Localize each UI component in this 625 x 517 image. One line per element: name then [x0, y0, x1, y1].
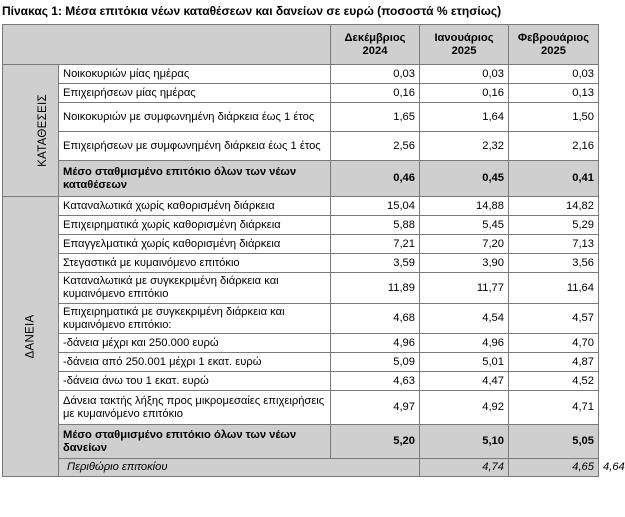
- table-row: [3, 334, 599, 353]
- column-header: [509, 25, 599, 65]
- header-corner: [3, 25, 331, 65]
- table-title: Πίνακας 1: Μέσα επιτόκια νέων καταθέσεων και δανείων σε ευρώ (ποσοστά % ετησίως): [2, 4, 502, 18]
- loans-total-row: [3, 425, 599, 459]
- cell-value: 2,16: [509, 132, 599, 161]
- cell-value: 4,70: [509, 334, 599, 353]
- row-label: Περιθώριο επιτοκίου: [59, 459, 420, 477]
- cell-value: 0,45: [420, 161, 509, 197]
- cell-value: 4,54: [420, 304, 509, 334]
- table-row: [3, 216, 599, 235]
- deposits-total-row: [3, 161, 599, 197]
- cell-value: 4,63: [331, 372, 420, 391]
- loans-side-text: ΔΑΝΕΙΑ: [24, 314, 36, 359]
- row-label: -δάνεια άνω του 1 εκατ. ευρώ: [59, 372, 331, 391]
- cell-value: 4,96: [420, 334, 509, 353]
- cell-value: 0,03: [331, 65, 420, 84]
- deposits-side-label: [3, 65, 59, 197]
- deposits-side-text: ΚΑΤΑΘΕΣΕΙΣ: [36, 94, 49, 167]
- cell-value: 1,64: [420, 103, 509, 132]
- row-label: Επιχειρηματικά με συγκεκριμένη διάρκεια και κυμαινόμενο επιτόκιο:: [59, 304, 331, 334]
- cell-value: 0,16: [331, 84, 420, 103]
- cell-value: 5,20: [331, 425, 420, 459]
- cell-value: 0,03: [509, 65, 599, 84]
- cell-value: 4,74: [420, 459, 509, 477]
- cell-value: 14,88: [420, 197, 509, 216]
- cell-value: 0,13: [509, 84, 599, 103]
- cell-value: 0,16: [420, 84, 509, 103]
- cell-value: 3,59: [331, 254, 420, 273]
- cell-value: 4,65: [509, 459, 599, 477]
- header-row: [3, 25, 599, 65]
- column-header-month: Φεβρουάριος: [517, 31, 590, 44]
- interest-margin-row: Περιθώριο επιτοκίου 4,74 4,65 4,64: [3, 459, 599, 477]
- cell-value: 15,04: [331, 197, 420, 216]
- cell-value: 11,64: [509, 273, 599, 304]
- row-label: Επαγγελματικά χωρίς καθορισμένη διάρκεια: [59, 235, 331, 254]
- table-row: [3, 197, 599, 216]
- cell-value: 5,29: [509, 216, 599, 235]
- column-header: [331, 25, 420, 65]
- row-label: Δάνεια τακτής λήξης προς μικρομεσαίες επιχειρήσεις με κυμαινόμενο επιτόκιο: [59, 391, 331, 425]
- cell-value: 2,56: [331, 132, 420, 161]
- table-row: [3, 353, 599, 372]
- column-header-year: 2025: [541, 44, 566, 57]
- column-header-month: Δεκέμβριος: [344, 31, 406, 44]
- cell-value: 4,92: [420, 391, 509, 425]
- cell-value: 4,47: [420, 372, 509, 391]
- row-label: Καταναλωτικά με συγκεκριμένη διάρκεια και κυμαινόμενο επιτόκιο: [59, 273, 331, 304]
- column-header-year: 2025: [451, 44, 477, 57]
- row-label: Επιχειρήσεων με συμφωνημένη διάρκεια έως 1 έτος: [59, 132, 331, 161]
- cell-value: 1,65: [331, 103, 420, 132]
- cell-value: 4,97: [331, 391, 420, 425]
- cell-value: 3,56: [509, 254, 599, 273]
- cell-value: 14,82: [509, 197, 599, 216]
- row-label: Μέσο σταθμισμένο επιτόκιο όλων των νέων δανείων: [59, 425, 331, 459]
- loans-side-label: [3, 197, 59, 477]
- cell-value: 11,77: [420, 273, 509, 304]
- cell-value: 5,01: [420, 353, 509, 372]
- cell-value: 4,71: [509, 391, 599, 425]
- table-row: [3, 132, 599, 161]
- cell-value: 1,50: [509, 103, 599, 132]
- table-row: [3, 391, 599, 425]
- table-row: [3, 304, 599, 334]
- cell-value: 0,41: [509, 161, 599, 197]
- cell-value: 11,89: [331, 273, 420, 304]
- cell-value: 4,87: [509, 353, 599, 372]
- row-label: Επιχειρήσεων μίας ημέρας: [59, 84, 331, 103]
- cell-value: 4,57: [509, 304, 599, 334]
- cell-value: 0,03: [420, 65, 509, 84]
- row-label: -δάνεια μέχρι και 250.000 ευρώ: [59, 334, 331, 353]
- table-row: [3, 103, 599, 132]
- cell-value: 0,46: [331, 161, 420, 197]
- column-header-month: Ιανουάριος: [434, 31, 494, 44]
- column-header: [420, 25, 509, 65]
- interest-rates-table: [2, 24, 625, 477]
- cell-value: 3,90: [420, 254, 509, 273]
- cell-value: 5,05: [509, 425, 599, 459]
- row-label: Νοικοκυριών με συμφωνημένη διάρκεια έως 1 έτος: [59, 103, 331, 132]
- column-header-year: 2024: [362, 44, 388, 57]
- row-label: Μέσο σταθμισμένο επιτόκιο όλων των νέων καταθέσεων: [59, 161, 331, 197]
- table-row: [3, 65, 599, 84]
- row-label: Επιχειρηματικά χωρίς καθορισμένη διάρκεια: [59, 216, 331, 235]
- table-row: [3, 235, 599, 254]
- cell-value: 7,13: [509, 235, 599, 254]
- row-label: Στεγαστικά με κυμαινόμενο επιτόκιο: [59, 254, 331, 273]
- cell-value: 7,20: [420, 235, 509, 254]
- cell-value: 5,88: [331, 216, 420, 235]
- row-label: Νοικοκυριών μίας ημέρας: [59, 65, 331, 84]
- cell-value: 5,09: [331, 353, 420, 372]
- cell-value: 7,21: [331, 235, 420, 254]
- cell-value: 5,45: [420, 216, 509, 235]
- table-row: [3, 254, 599, 273]
- cell-value: 2,32: [420, 132, 509, 161]
- row-label: -δάνεια από 250.001 μέχρι 1 εκατ. ευρώ: [59, 353, 331, 372]
- row-label: Καταναλωτικά χωρίς καθορισμένη διάρκεια: [59, 197, 331, 216]
- cell-value: 4,52: [509, 372, 599, 391]
- table-row: [3, 84, 599, 103]
- table-row: [3, 372, 599, 391]
- cell-value: 4,68: [331, 304, 420, 334]
- cell-value: 4,96: [331, 334, 420, 353]
- cell-value: 5,10: [420, 425, 509, 459]
- table-row: [3, 273, 599, 304]
